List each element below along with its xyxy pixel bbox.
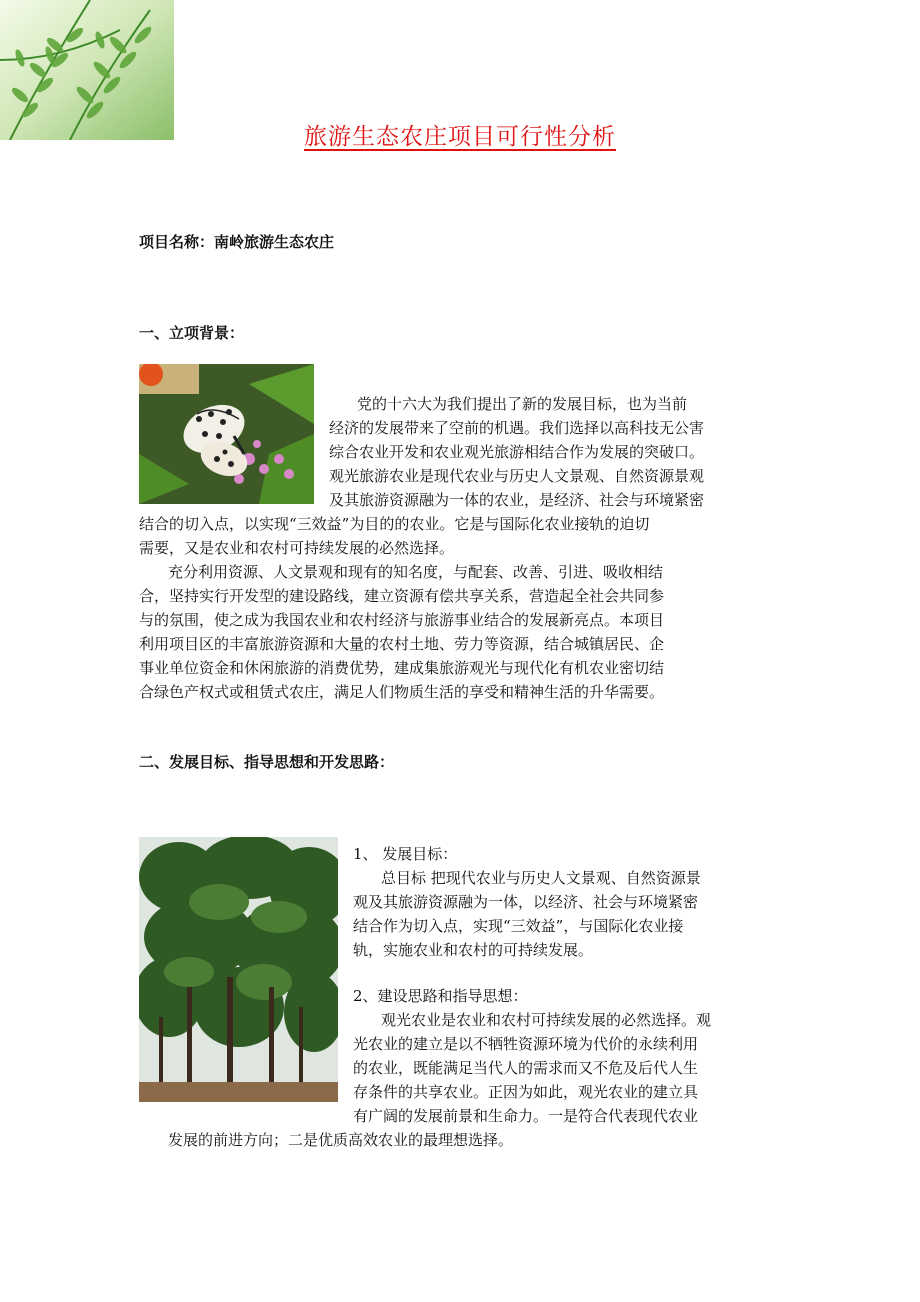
- s1-line-3: 综合农业开发和农业观光旅游相结合作为发展的突破口。: [329, 443, 705, 461]
- s2-sub1-line-3: 结合作为切入点，实现“三效益”，与国际化农业接: [353, 917, 684, 935]
- s2-sub2-line-4: 存条件的共享农业。正因为如此，观光农业的建立具: [353, 1083, 699, 1101]
- s2-sub2-line-1: 观光农业是农业和农村可持续发展的必然选择。观: [381, 1011, 712, 1029]
- s2-sub2-line-6: 发展的前进方向；二是优质高效农业的最理想选择。: [168, 1131, 514, 1149]
- s2-sub1-title: 1、 发展目标：: [353, 845, 458, 863]
- s1-line-1: 党的十六大为我们提出了新的发展目标，也为当前: [357, 395, 688, 413]
- section1-heading: 一、立项背景：: [139, 324, 245, 342]
- s1-p2-line-2: 合，坚持实行开发型的建设路线，建立资源有偿共享关系，营造起全社会共同参: [139, 587, 665, 605]
- s2-sub2-line-3: 的农业，既能满足当代人的需求而又不危及后代人生: [353, 1059, 699, 1077]
- s1-p2-line-5: 事业单位资金和休闲旅游的消费优势，建成集旅游观光与现代化有机农业密切结: [139, 659, 665, 677]
- s1-line-4: 观光旅游农业是现代农业与历史人文景观、自然资源景观: [329, 467, 705, 485]
- s1-p2-line-1: 充分利用资源、人文景观和现有的知名度，与配套、改善、引进、吸收相结: [168, 563, 664, 581]
- s2-sub2-line-5: 有广阔的发展前景和生命力。一是符合代表现代农业: [353, 1107, 699, 1125]
- butterfly-photo: [139, 364, 314, 504]
- s1-p2-line-6: 合绿色产权式或租赁式农庄，满足人们物质生活的享受和精神生活的升华需要。: [139, 683, 665, 701]
- s2-sub1-line-1: 总目标 把现代农业与历史人文景观、自然资源景: [381, 869, 701, 887]
- title-text: 旅游生态农庄项目可行性分析: [304, 124, 616, 150]
- project-name: 项目名称：南岭旅游生态农庄: [139, 233, 335, 251]
- s1-line-2: 经济的发展带来了空前的机遇。我们选择以高科技无公害: [329, 419, 705, 437]
- s2-sub2-line-2: 光农业的建立是以不牺牲资源环境为代价的永续利用: [353, 1035, 699, 1053]
- s2-sub2-title: 2、建设思路和指导思想：: [353, 987, 528, 1005]
- s1-line-6: 结合的切入点，以实现“三效益”为目的的农业。它是与国际化农业接轨的迫切: [139, 515, 650, 533]
- s1-p2-line-4: 利用项目区的丰富旅游资源和大量的农村土地、劳力等资源，结合城镇居民、企: [139, 635, 665, 653]
- s1-line-5: 及其旅游资源融为一体的农业，是经济、社会与环境紧密: [329, 491, 705, 509]
- forest-photo: [139, 837, 338, 1102]
- s1-line-7: 需要，又是农业和农村可持续发展的必然选择。: [139, 539, 455, 557]
- document-title: [0, 118, 920, 151]
- s2-sub1-line-2: 观及其旅游资源融为一体，以经济、社会与环境紧密: [353, 893, 699, 911]
- section2-heading: 二、发展目标、指导思想和开发思路：: [139, 753, 395, 771]
- s1-p2-line-3: 与的氛围，使之成为我国农业和农村经济与旅游事业结合的发展新亮点。本项目: [139, 611, 665, 629]
- s2-sub1-line-4: 轨，实施农业和农村的可持续发展。: [353, 941, 594, 959]
